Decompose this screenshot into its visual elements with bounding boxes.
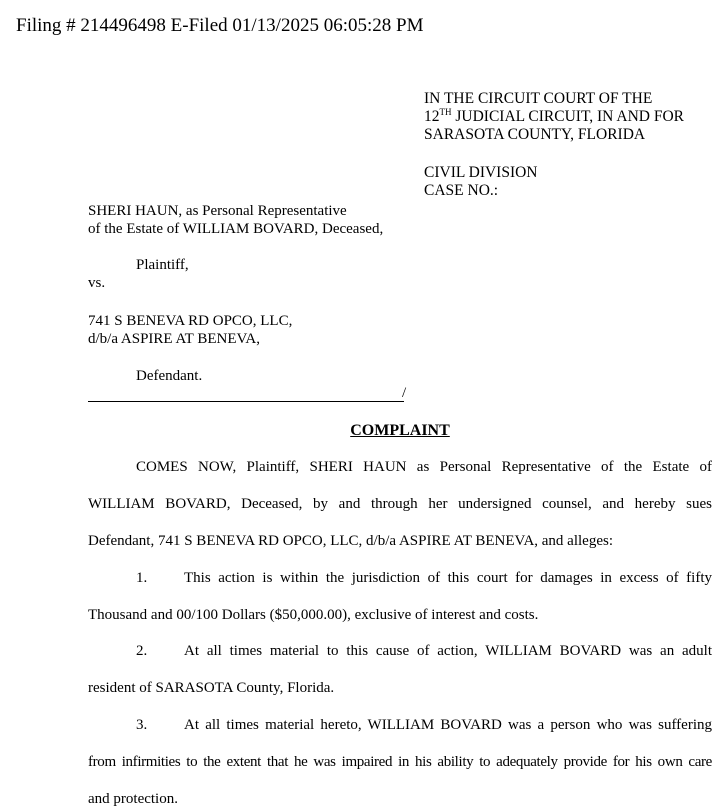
plaintiff-line-2: of the Estate of WILLIAM BOVARD, Deceased, [88, 221, 384, 237]
plaintiff-label: Plaintiff, [136, 257, 189, 273]
defendant-line-2: d/b/a ASPIRE AT BENEVA, [88, 331, 260, 347]
circuit-number: 12 [424, 108, 440, 125]
paragraph-3-number: 3. [136, 717, 148, 733]
paragraph-1-line-1: This action is within the jurisdiction of this court for damages in excess of fifty [184, 570, 712, 586]
paragraph-3-line-3: and protection. [88, 791, 178, 807]
civil-division: CIVIL DIVISION [424, 164, 538, 181]
court-line-2 [424, 108, 684, 126]
plaintiff-name [88, 202, 383, 238]
caption-slash: / [402, 385, 407, 401]
plaintiff-line-1: SHERI HAUN, as Personal Representative [88, 203, 347, 219]
paragraph-2-line-2: resident of SARASOTA County, Florida. [88, 680, 335, 696]
circuit-rest: JUDICIAL CIRCUIT, IN AND FOR [451, 108, 684, 125]
circuit-ordinal: TH [439, 107, 452, 117]
complaint-heading: COMPLAINT [350, 422, 450, 439]
court-line-3: SARASOTA COUNTY, FLORIDA [424, 126, 646, 143]
court-block [424, 90, 684, 200]
caption-divider-line [88, 401, 404, 402]
intro-line-2: WILLIAM BOVARD, Deceased, by and through her undersigned counsel, and hereby sues [88, 496, 712, 512]
paragraph-2-number: 2. [136, 643, 148, 659]
paragraph-3-line-1: At all times material hereto, WILLIAM BOVARD was a person who was suffering [184, 717, 712, 733]
court-spacer [424, 144, 684, 164]
defendant-name [88, 312, 292, 348]
filing-header: Filing # 214496498 E-Filed 01/13/2025 06:05:28 PM [16, 15, 424, 36]
paragraph-1-line-2: Thousand and 00/100 Dollars ($50,000.00), exclusive of interest and costs. [88, 607, 539, 623]
court-line-1: IN THE CIRCUIT COURT OF THE [424, 90, 653, 107]
intro-line-1: COMES NOW, Plaintiff, SHERI HAUN as Personal Representative of the Estate of [136, 459, 712, 475]
case-number: CASE NO.: [424, 182, 499, 199]
paragraph-1-number: 1. [136, 570, 148, 586]
intro-line-3: Defendant, 741 S BENEVA RD OPCO, LLC, d/b/a ASPIRE AT BENEVA, and alleges: [88, 533, 613, 549]
defendant-line-1: 741 S BENEVA RD OPCO, LLC, [88, 313, 293, 329]
paragraph-3-line-2: from infirmities to the extent that he was impaired in his ability to adequately provide for his own care [88, 754, 712, 770]
versus-label: vs. [88, 275, 106, 291]
paragraph-2-line-1: At all times material to this cause of action, WILLIAM BOVARD was an adult [184, 643, 712, 659]
defendant-label: Defendant. [136, 368, 203, 384]
